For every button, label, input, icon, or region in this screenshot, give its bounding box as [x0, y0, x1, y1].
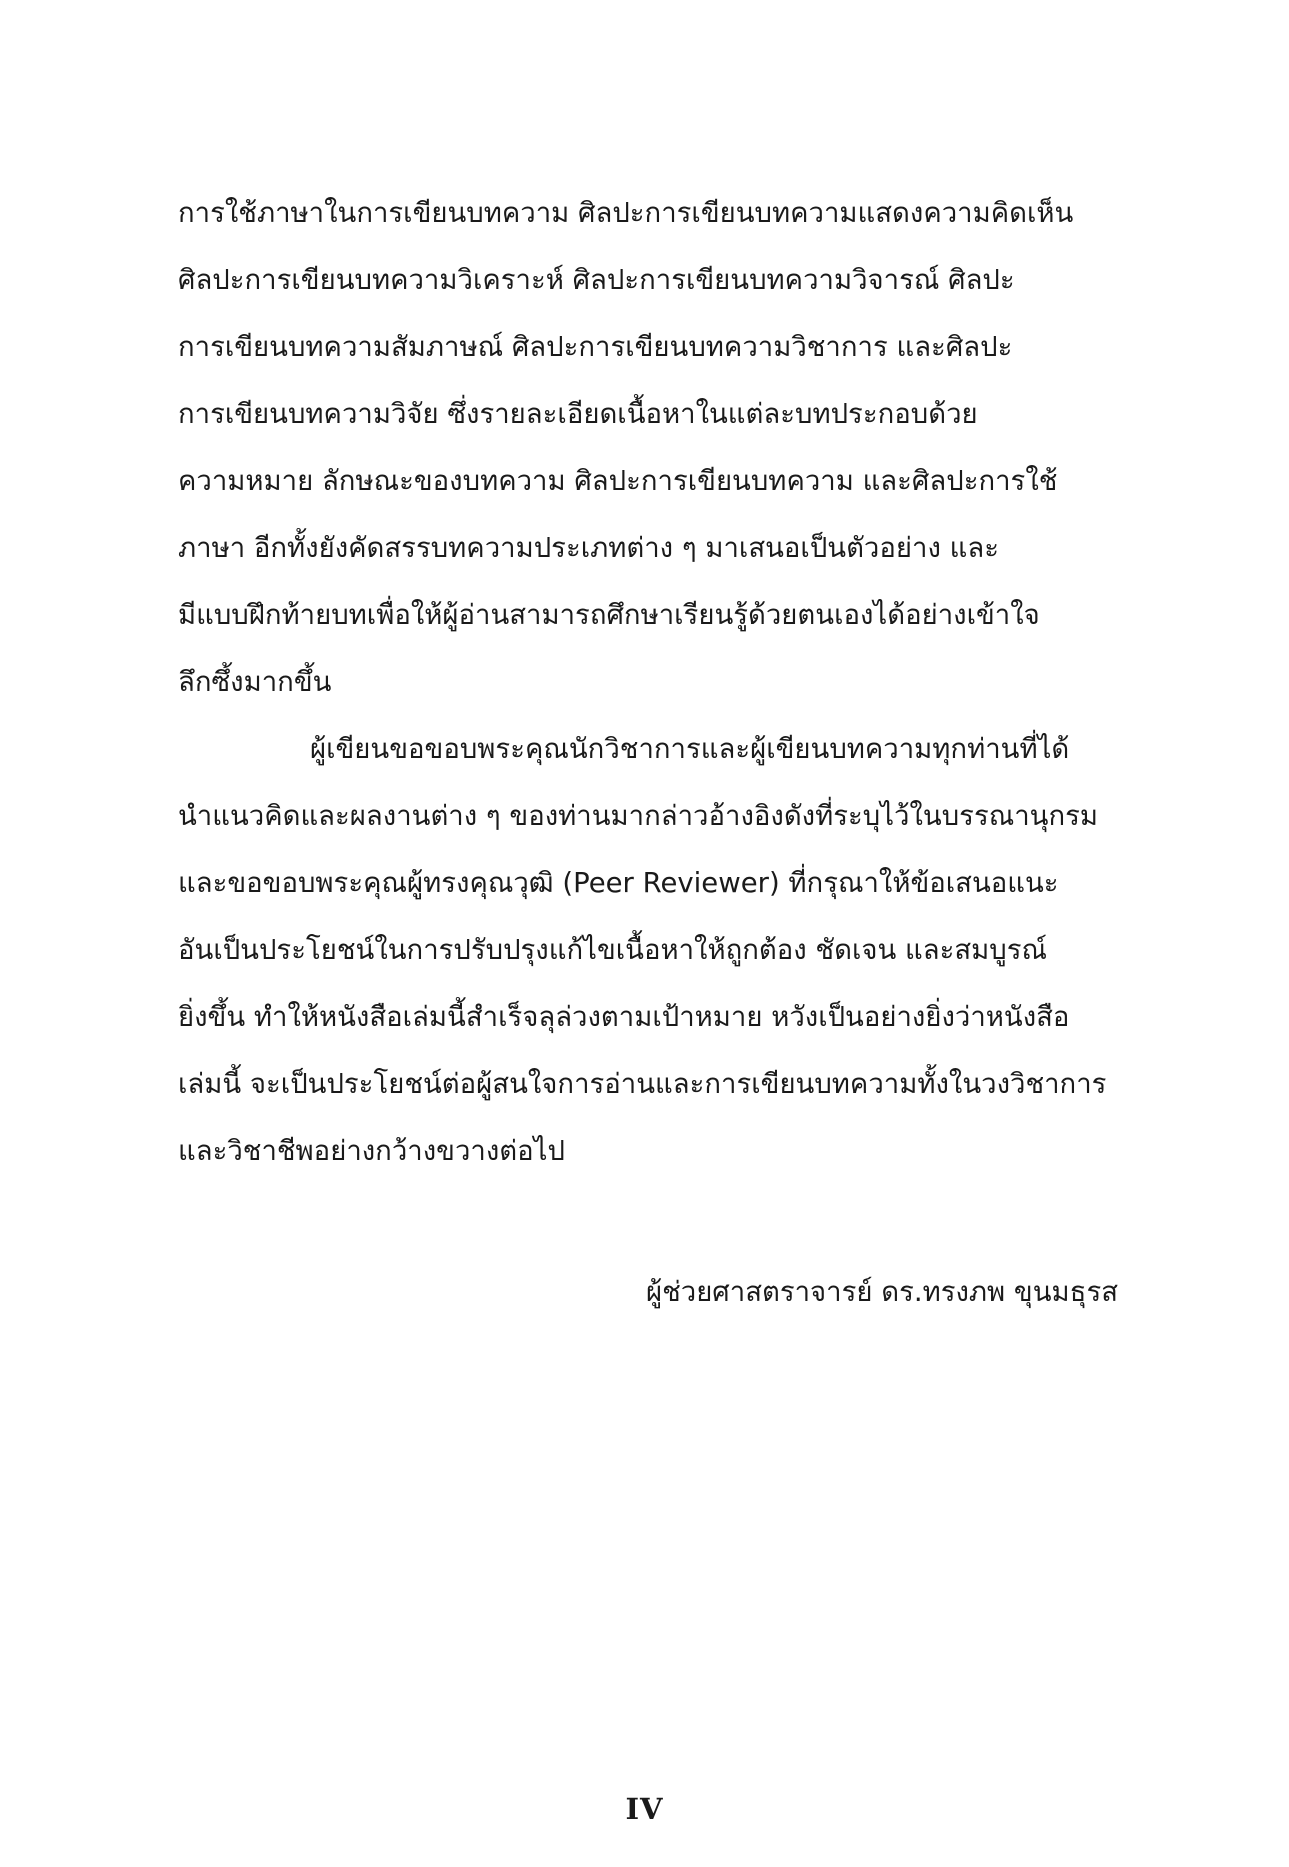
text-line: การใช้ภาษาในการเขียนบทความ ศิลปะการเขียนบทความแสดงความคิดเห็น [178, 197, 1074, 229]
preface-body [178, 180, 1118, 1185]
text-line: การเขียนบทความวิจัย ซึ่งรายละเอียดเนื้อหาในแต่ละบทประกอบด้วย [178, 398, 978, 430]
text-line: และขอขอบพระคุณผู้ทรงคุณวุฒิ (Peer Reviewer) ที่กรุณาให้ข้อเสนอแนะ [178, 867, 1059, 899]
page-number: IV [625, 1792, 664, 1826]
text-line: ศิลปะการเขียนบทความวิเคราะห์ ศิลปะการเขียนบทความวิจารณ์ ศิลปะ [178, 264, 1015, 296]
text-line: และวิชาชีพอย่างกว้างขวางต่อไป [178, 1135, 565, 1167]
text-line: นำแนวคิดและผลงานต่าง ๆ ของท่านมากล่าวอ้างอิงดังที่ระบุไว้ในบรรณานุกรม [178, 800, 1099, 832]
text-line: มีแบบฝึกท้ายบทเพื่อให้ผู้อ่านสามารถศึกษาเรียนรู้ด้วยตนเองได้อย่างเข้าใจ [178, 599, 1040, 631]
text-line: อันเป็นประโยชน์ในการปรับปรุงแก้ไขเนื้อหาให้ถูกต้อง ชัดเจน และสมบูรณ์ [178, 934, 1048, 966]
text-line: เล่มนี้ จะเป็นประโยชน์ต่อผู้สนใจการอ่านและการเขียนบทความทั้งในวงวิชาการ [178, 1068, 1107, 1100]
text-line: ลึกซึ้งมากขึ้น [178, 666, 332, 698]
text-line: ความหมาย ลักษณะของบทความ ศิลปะการเขียนบทความ และศิลปะการใช้ [178, 465, 1058, 497]
text-line: การเขียนบทความสัมภาษณ์ ศิลปะการเขียนบทความวิชาการ และศิลปะ [178, 331, 1013, 363]
text-line: ภาษา อีกทั้งยังคัดสรรบทความประเภทต่าง ๆ มาเสนอเป็นตัวอย่าง และ [178, 532, 999, 564]
text-line: ยิ่งขึ้น ทำให้หนังสือเล่มนี้สำเร็จลุล่วงตามเป้าหมาย หวังเป็นอย่างยิ่งว่าหนังสือ [178, 1001, 1070, 1033]
author-signature: ผู้ช่วยศาสตราจารย์ ดร.ทรงภพ ขุนมธุรส [645, 1276, 1118, 1308]
text-line-indented: ผู้เขียนขอขอบพระคุณนักวิชาการและผู้เขียนบทความทุกท่านที่ได้ [310, 733, 1070, 765]
